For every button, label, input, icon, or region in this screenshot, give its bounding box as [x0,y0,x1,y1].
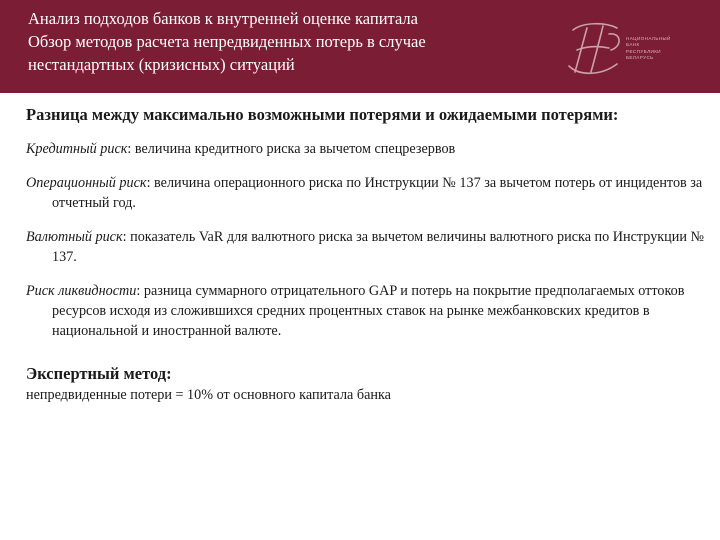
risk-term: Операционный риск [26,175,147,191]
risk-term: Риск ликвидности [26,283,137,299]
risk-description: : показатель VaR для валютного риска за вычетом величины валютного риска по Инструкции № 137. [52,229,705,265]
risk-description: : величина кредитного риска за вычетом спецрезервов [127,141,456,157]
slide-body [26,104,706,405]
title-line: нестандартных (кризисных) ситуаций [28,55,295,74]
risk-item-currency [26,227,706,267]
section-heading: Разница между максимально возможными потерями и ожидаемыми потерями: [26,105,619,124]
risk-item-operational [26,173,706,213]
risk-term: Валютный риск [26,229,123,245]
expert-method-heading: Экспертный метод: [26,364,172,383]
risk-description: : разница суммарного отрицательного GAP и потерь на покрытие предполагаемых оттоков ресурсов исходя из сложившихся средних процентных ставок на рынке межбанковских кредитов в национальной и иностранной валюте. [52,283,685,339]
expert-method-formula: непредвиденные потери = 10% от основного капитала банка [26,387,391,403]
risk-term: Кредитный риск [26,141,128,157]
risk-item-credit [26,139,706,159]
title-line: Анализ подходов банков к внутренней оценке капитала [28,9,418,28]
slide-title [28,7,548,76]
title-line: Обзор методов расчета непредвиденных потерь в случае [28,32,426,51]
risk-item-liquidity [26,281,706,341]
risk-description: : величина операционного риска по Инструкции № 137 за вычетом потерь от инцидентов за отчетный год. [52,175,703,211]
slide-header [0,0,720,93]
logo-wordmark: НАЦИОНАЛЬНЫЙ БАНК РЕСПУБЛИКИ БЕЛАРУСЬ [626,36,671,61]
